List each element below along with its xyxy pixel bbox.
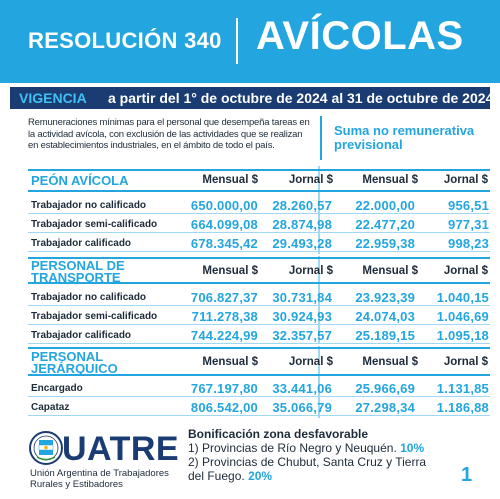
- bonificacion-item-1: [188, 441, 426, 455]
- table-row: [28, 215, 490, 233]
- cell-jornal: 28.874,98: [272, 217, 332, 232]
- cell-mensual: 711.278,38: [191, 309, 258, 324]
- cell-nr-mensual: 24.074,03: [355, 309, 415, 324]
- category-title: [31, 260, 125, 284]
- col-mensual: Mensual $: [202, 265, 258, 277]
- cell-nr-jornal: 1.095,18: [436, 328, 489, 343]
- cell-nr-mensual: 25.189,15: [355, 328, 415, 343]
- uatre-wordmark: UATRE: [62, 430, 180, 468]
- bonificacion-item-1-text: 1) Provincias de Río Negro y Neuquén.: [188, 441, 397, 455]
- category-title-line2: TRANSPORTE: [31, 270, 121, 285]
- category-title-line1: PERSONAL DE: [31, 258, 125, 273]
- cell-nr-jornal: 998,23: [448, 236, 489, 251]
- bonificacion-item-2a: 2) Provincias de Chubut, Santa Cruz y Tierra: [188, 455, 427, 469]
- uatre-seal-icon: [28, 430, 64, 466]
- table-row: [28, 288, 490, 306]
- vigencia-dates: a partir del 1° de octubre de 2024 al 31 de octubre de 2024: [108, 90, 494, 106]
- vigencia-label: VIGENCIA: [19, 90, 87, 106]
- row-label: Trabajador calificado: [31, 330, 132, 341]
- table-row: [28, 307, 490, 325]
- col-jornal: Jornal $: [288, 356, 333, 368]
- cell-mensual: 678.345,42: [190, 236, 258, 251]
- category-title-line2: JERÁRQUICO: [31, 361, 118, 376]
- bonificacion-item-2-pct: 20%: [248, 469, 273, 483]
- table-row: [28, 326, 490, 344]
- cell-nr-mensual: 25.966,69: [355, 381, 415, 396]
- bonificacion-item-1-pct: 10%: [400, 441, 425, 455]
- category-title-line1: PERSONAL: [31, 349, 104, 364]
- table-row: [28, 234, 490, 252]
- cell-mensual: 664.099,08: [190, 217, 258, 232]
- category-title: [31, 351, 118, 375]
- bonificacion-item-2-text: del Fuego.: [188, 469, 245, 483]
- cell-nr-jornal: 1.040,15: [436, 290, 489, 305]
- uatre-fullname-line2: Rurales y Estibadores: [30, 479, 123, 490]
- cell-mensual: 806.542,00: [190, 400, 258, 415]
- cell-jornal: 30.731,84: [272, 290, 332, 305]
- col-jornal: Jornal $: [288, 174, 333, 186]
- cell-mensual: 706.827,37: [190, 290, 258, 305]
- page-number: 1: [461, 464, 473, 486]
- category-header-jerarquico: [28, 347, 490, 376]
- cell-mensual: 650.000,00: [190, 198, 258, 213]
- cell-mensual: 744.224,99: [190, 328, 258, 343]
- row-label: Encargado: [31, 383, 83, 394]
- resolution-title: RESOLUCIÓN 340: [28, 28, 222, 53]
- cell-jornal: 33.441,06: [272, 381, 332, 396]
- cell-jornal: 28.260,57: [272, 198, 332, 213]
- col-nr-mensual: Mensual $: [362, 174, 418, 186]
- row-label: Capataz: [31, 402, 70, 413]
- col-mensual: Mensual $: [202, 356, 258, 368]
- uatre-fullname-line1: Unión Argentina de Trabajadores: [30, 468, 169, 479]
- col-nr-mensual: Mensual $: [362, 265, 418, 277]
- bonificacion-block: [188, 427, 426, 483]
- vigencia-bar: [10, 87, 494, 109]
- row-label: Trabajador calificado: [31, 238, 132, 249]
- intro-text: Remuneraciones mínimas para el personal que desempeña tareas en la actividad avícola, con exclusión de las actividades que se realizan en establecimientos industriales, en el ámbito de todo el país.: [28, 117, 310, 151]
- cell-nr-mensual: 27.298,34: [355, 400, 415, 415]
- header-divider: [236, 18, 238, 64]
- category-title: PEÓN AVÍCOLA: [31, 173, 129, 188]
- uatre-fullname: [30, 468, 169, 490]
- row-label: Trabajador semi-calificado: [31, 219, 158, 230]
- cell-nr-jornal: 1.186,88: [436, 400, 489, 415]
- cell-jornal: 29.493,28: [272, 236, 332, 251]
- row-label: Trabajador semi-calificado: [31, 311, 158, 322]
- row-label: Trabajador no calificado: [31, 292, 147, 303]
- non-remunerative-title-line1: Suma no remunerativa: [334, 123, 475, 138]
- cell-nr-jornal: 1.046,69: [436, 309, 489, 324]
- sector-title: AVÍCOLAS: [256, 14, 464, 58]
- cell-nr-jornal: 1.131,85: [436, 381, 489, 396]
- category-header-transporte: [28, 257, 490, 284]
- table-row: [28, 398, 490, 416]
- header-banner: [0, 0, 500, 83]
- col-nr-jornal: Jornal $: [443, 174, 488, 186]
- non-remunerative-title-line2: previsional: [334, 137, 403, 152]
- col-jornal: Jornal $: [288, 265, 333, 277]
- cell-mensual: 767.197,80: [190, 381, 258, 396]
- non-remunerative-title: [334, 124, 474, 152]
- cell-nr-jornal: 977,31: [448, 217, 489, 232]
- category-header-peon: [28, 169, 490, 192]
- cell-nr-mensual: 22.000,00: [355, 198, 415, 213]
- bonificacion-title: Bonificación zona desfavorable: [188, 427, 369, 441]
- table-row: [28, 196, 490, 214]
- col-nr-mensual: Mensual $: [362, 356, 418, 368]
- col-mensual: Mensual $: [202, 174, 258, 186]
- cell-nr-mensual: 23.923,39: [355, 290, 415, 305]
- cell-nr-mensual: 22.477,20: [355, 217, 415, 232]
- row-label: Trabajador no calificado: [31, 200, 147, 211]
- cell-jornal: 30.924,93: [272, 309, 332, 324]
- cell-jornal: 35.066,79: [272, 400, 332, 415]
- table-row: [28, 379, 490, 397]
- cell-jornal: 32.357,57: [272, 328, 332, 343]
- cell-nr-jornal: 956,51: [448, 198, 489, 213]
- bonificacion-item-2b: [188, 469, 426, 483]
- col-nr-jornal: Jornal $: [443, 356, 488, 368]
- cell-nr-mensual: 22.959,38: [355, 236, 415, 251]
- intro-divider: [320, 116, 322, 160]
- col-nr-jornal: Jornal $: [443, 265, 488, 277]
